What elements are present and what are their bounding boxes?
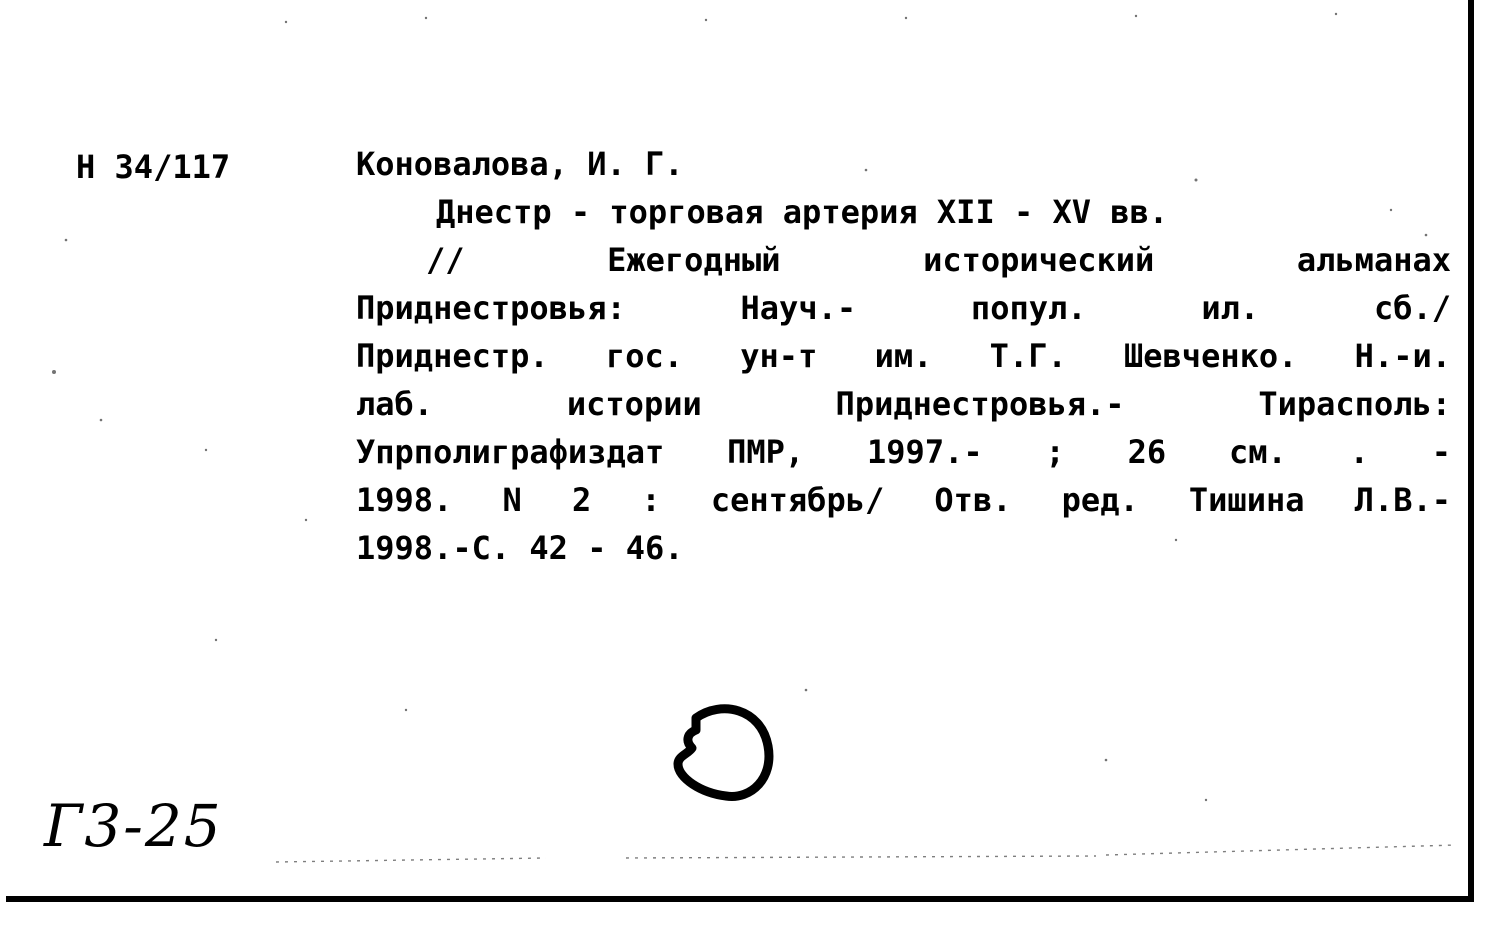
record-line: Приднестр. гос. ун-т им. Т.Г. Шевченко. Н.-и. <box>356 337 1451 375</box>
record-line: // Ежегодный исторический альманах <box>426 241 1451 279</box>
author-line: Коновалова, И. Г. <box>356 145 684 183</box>
inventory-number: Г3-25 <box>44 792 223 860</box>
title-line: Днестр - торговая артерия XII - XV вв. <box>436 193 1169 231</box>
bibliographic-record <box>356 140 1451 572</box>
punch-hole-icon <box>666 698 786 818</box>
catalog-card <box>6 0 1474 902</box>
record-line: лаб. истории Приднестровья.- Тирасполь: <box>356 385 1451 423</box>
pages-line: 1998.-С. 42 - 46. <box>356 529 684 567</box>
record-line: Упрполиграфиздат ПМР, 1997.- ; 26 см. . - <box>356 433 1451 471</box>
call-number: Н 34/117 <box>76 148 231 186</box>
record-line: Приднестровья: Науч.- попул. ил. сб./ <box>356 289 1451 327</box>
record-line: 1998. N 2 : сентябрь/ Отв. ред. Тишина Л.В.- <box>356 481 1451 519</box>
